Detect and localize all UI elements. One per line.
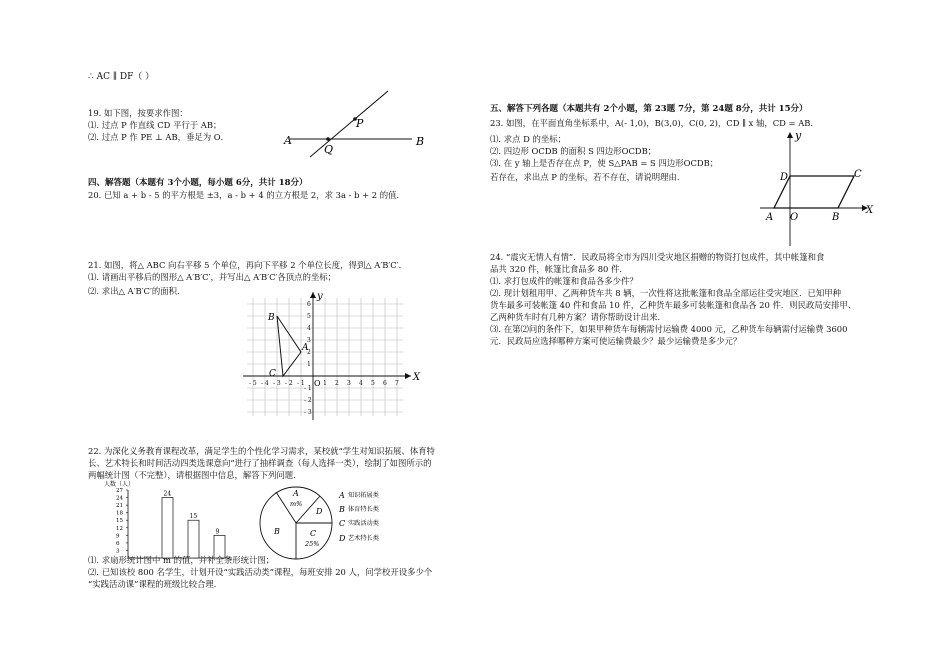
y-tick: - 2 bbox=[304, 397, 312, 404]
legend-text: 体育特长类 bbox=[348, 506, 379, 513]
bar-y-tick: 3 bbox=[116, 548, 120, 555]
q22-part2: ⑵. 已知该校 800 名学生，计划开设“实践活动类”课程，每班安排 20 人，问学校开设多少个 bbox=[88, 567, 433, 577]
q24-part2-line3: 乙两种货车时有几种方案？请你帮助设计出来． bbox=[490, 312, 666, 322]
y-tick: 2 bbox=[307, 349, 311, 356]
x-tick: 2 bbox=[335, 380, 339, 387]
q23-part3: ⑶. 在 y 轴上是否存在点 P，使 S△PAB = S 四边形OCDB； bbox=[490, 158, 719, 168]
bar-B bbox=[162, 498, 173, 558]
bar-value-label: 9 bbox=[215, 528, 220, 536]
ac-parallel-df-statement: ∴ AC ∥ DF（ ） bbox=[88, 72, 155, 82]
y-axis-arrow bbox=[310, 292, 316, 298]
q24-part2-line2: 货车最多可装帐篷 40 件和食品 10 件，乙种货车最多可装帐篷和食品各 20 件．则民政局安排甲、 bbox=[490, 300, 857, 310]
legend-key: A bbox=[339, 491, 345, 500]
section-5-heading: 五、解答下列各题（本题共有 2个小题，第 23题 7分，第 24题 8分，共计 15分） bbox=[490, 104, 808, 114]
q19-part1: ⑴. 过点 P 作直线 CD 平行于 AB； bbox=[88, 120, 222, 130]
bar-y-tick: 18 bbox=[116, 510, 123, 517]
o-label: O bbox=[790, 212, 799, 223]
legend-text: 知识拓展类 bbox=[348, 492, 379, 499]
x-tick: - 4 bbox=[261, 380, 269, 387]
bar-C bbox=[188, 520, 199, 558]
label-p: P bbox=[356, 117, 364, 130]
legend-text: 实践活动类 bbox=[348, 520, 379, 527]
bar-y-tick: 9 bbox=[116, 533, 120, 540]
vertex-b-label: B bbox=[268, 313, 275, 323]
pie-slice-d-label: D bbox=[316, 507, 323, 516]
q19-figure bbox=[280, 85, 430, 160]
x-tick: - 3 bbox=[273, 380, 281, 387]
q19-title: 19. 如下图，按要求作图： bbox=[88, 108, 188, 118]
x-tick: 3 bbox=[347, 380, 351, 387]
x-axis-label: X bbox=[413, 372, 421, 383]
q22-line2: 长、艺术特长和时间活动四类选课意向”进行了抽样调查（每人选择一类），绘制了如图所示的 bbox=[88, 458, 432, 468]
bar-y-tick: 15 bbox=[116, 518, 123, 525]
y-axis-label: y bbox=[317, 291, 323, 302]
q24-line2: 品共 320 件，帐篷比食品多 80 件． bbox=[490, 264, 628, 274]
q22-part1: ⑴. 求扇形统计图中 m 的值，并补全条形统计图； bbox=[88, 555, 275, 565]
y-tick: - 3 bbox=[304, 409, 312, 416]
vertex-a-label: A bbox=[302, 343, 309, 353]
q21-coordinate-grid bbox=[243, 290, 423, 422]
bar-chart-ylabel: 人数（人） bbox=[104, 481, 135, 488]
y-tick: 5 bbox=[307, 313, 311, 320]
q24-part3-line2: 元．民政局应选择哪种方案可使运输费最少？最少运输费是多少元？ bbox=[490, 336, 742, 346]
bar-y-tick: 6 bbox=[116, 540, 120, 547]
pie-slice-c-value: 25% bbox=[305, 540, 320, 548]
y-tick: - 1 bbox=[304, 385, 312, 392]
q23-part2: ⑵. 四边形 OCDB 的面积 S 四边形OCDB； bbox=[490, 146, 657, 156]
q22-line3: 两幅统计图（不完整），请根据图中信息，解答下列问题． bbox=[88, 470, 302, 480]
x-tick: 1 bbox=[323, 380, 327, 387]
c-label: C bbox=[854, 169, 862, 180]
bar-y-tick: 12 bbox=[116, 525, 123, 532]
pie-chart bbox=[256, 484, 426, 564]
q21-part2: ⑵. 求出△ A′B′C′的面积． bbox=[88, 286, 186, 296]
y-tick: 1 bbox=[307, 361, 311, 368]
y-tick: 4 bbox=[307, 325, 311, 332]
pie-slice-a-value: m% bbox=[290, 500, 303, 508]
x-axis-arrow bbox=[405, 373, 411, 379]
legend-key: D bbox=[339, 534, 346, 543]
q24-part2-line1: ⑵. 现计划租用甲、乙两种货车共 8 辆，一次性将这批帐篷和食品全部运往受灾地区．已知甲种 bbox=[490, 288, 841, 298]
x-tick: - 2 bbox=[285, 380, 293, 387]
q23-part4: 若存在，求出点 P 的坐标，若不存在，请说明理由． bbox=[490, 172, 686, 182]
x-label: X bbox=[866, 205, 874, 216]
bar-value-label: 24 bbox=[163, 490, 172, 498]
q22-line1: 22. 为深化义务教育课程改革，满足学生的个性化学习需求，某校就“学生对知识拓展、体育特 bbox=[88, 446, 435, 456]
q20-text: 20. 已知 a + b - 5 的平方根是 ±3，a - b + 4 的立方根是 2，求 3a - b + 2 的值． bbox=[88, 190, 405, 200]
x-tick: - 5 bbox=[249, 380, 257, 387]
q24-part3-line1: ⑶. 在第⑵问的条件下，如果甲种货车每辆需付运输费 4000 元，乙种货车每辆需付运输费 3600 bbox=[490, 324, 848, 334]
x-tick: 6 bbox=[383, 380, 387, 387]
q21-part1: ⑴. 请画出平移后的图形△ A′B′C′，并写出△ A′B′C′各顶点的坐标； bbox=[88, 272, 337, 282]
x-tick: 4 bbox=[359, 380, 363, 387]
bar-y-tick: 21 bbox=[116, 503, 123, 510]
y-tick: 6 bbox=[307, 301, 311, 308]
d-label: D bbox=[780, 172, 789, 183]
legend-key: B bbox=[339, 505, 345, 514]
q23-part1: ⑴. 求点 D 的坐标； bbox=[490, 134, 566, 144]
bar-value-label: 15 bbox=[189, 513, 198, 521]
bar-chart bbox=[92, 478, 242, 566]
slanted-line bbox=[310, 91, 388, 157]
label-q: Q bbox=[324, 143, 334, 156]
q24-part1: ⑴. 求打包成件的帐篷和食品各多少件？ bbox=[490, 276, 638, 286]
x-tick: - 1 bbox=[297, 380, 305, 387]
pie-slice-a-label: A bbox=[293, 489, 299, 498]
bar-y-tick: 24 bbox=[116, 495, 123, 502]
pie-slice-c-label: C bbox=[310, 529, 317, 538]
q24-line1: 24. “震灾无情人有情”．民政局将全市为四川受灾地区捐赠的物资打包成件，其中帐篷和食 bbox=[490, 252, 825, 262]
y-label: y bbox=[795, 129, 802, 142]
origin-label: O bbox=[314, 379, 321, 388]
label-b: B bbox=[416, 135, 425, 148]
q21-line1: 21. 如图，将△ ABC 向右平移 5 个单位，再向下平移 2 个单位长度，得到△ A′B′C′． bbox=[88, 260, 407, 270]
y-tick: 3 bbox=[307, 337, 311, 344]
y-axis-arrow bbox=[787, 132, 793, 138]
q23-figure bbox=[760, 128, 878, 248]
x-tick: 5 bbox=[371, 380, 375, 387]
q22-part3: “实践活动课”课程的班级比较合理． bbox=[88, 579, 223, 589]
q23-line1: 23. 如图，在平面直角坐标系中，A(- 1,0)，B(3,0)，C(0, 2)，CD ∥ x 轴，CD = AB． bbox=[490, 118, 819, 128]
vertex-c-label: C bbox=[269, 369, 276, 379]
pie-slice-b-label: B bbox=[274, 527, 280, 536]
b-label: B bbox=[832, 212, 840, 223]
q19-part2: ⑵. 过点 P 作 PE ⊥ AB，垂足为 O． bbox=[88, 132, 230, 142]
point-q bbox=[326, 137, 330, 141]
label-a: A bbox=[284, 134, 292, 147]
legend-key: C bbox=[339, 519, 346, 528]
x-tick: 7 bbox=[395, 380, 399, 387]
legend-text: 艺术特长类 bbox=[348, 535, 379, 542]
bar-y-tick: 27 bbox=[116, 488, 123, 494]
a-label: A bbox=[766, 212, 774, 223]
section-4-heading: 四、解答题（本题有 3个小题，每小题 6分，共计 18分） bbox=[88, 178, 308, 188]
